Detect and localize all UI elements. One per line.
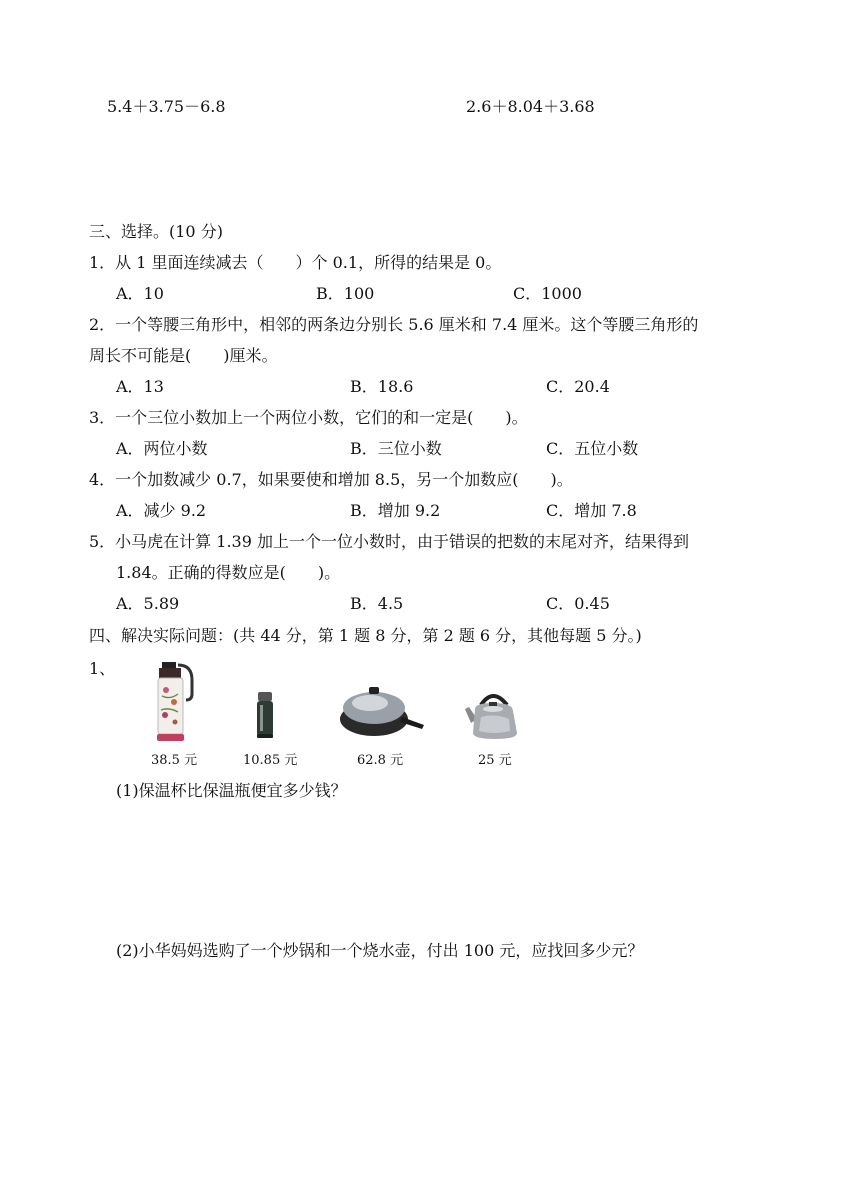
q2-option-c: C．20.4 (546, 377, 610, 396)
price-label-3: 62.8 元 (357, 753, 404, 768)
q4-option-a: A．减少 9.2 (116, 501, 207, 520)
question-4: 4．一个加数减少 0.7，如果要使和增加 8.5，另一个加数应( )。 (89, 470, 573, 489)
q3-option-b: B．三位小数 (350, 439, 442, 458)
q1-option-a: A．10 (116, 284, 164, 303)
q1-option-c: C．1000 (513, 284, 582, 303)
q3-option-a: A．两位小数 (116, 439, 208, 458)
thermos-flask-icon (148, 660, 198, 749)
wok-icon (338, 681, 426, 745)
q5-option-b: B．4.5 (350, 594, 404, 613)
question-2-line1: 2．一个等腰三角形中，相邻的两条边分别长 5.6 厘米和 7.4 厘米。这个等腰三角形的 (89, 315, 699, 334)
problem-1-label: 1、 (89, 659, 116, 678)
sub-question-1: (1)保温杯比保温瓶便宜多少钱？ (116, 781, 347, 800)
question-5-line1: 5．小马虎在计算 1.39 加上一个一位小数时，由于错误的把数的末尾对齐，结果得到 (89, 532, 689, 551)
section4-heading: 四、解决实际问题：(共 44 分，第 1 题 8 分，第 2 题 6 分，其他每题 5 分。) (89, 626, 642, 645)
insulated-cup-icon (254, 690, 276, 744)
price-label-1: 38.5 元 (151, 753, 198, 768)
question-2-line2: 周长不可能是( )厘米。 (89, 346, 278, 365)
sub-question-2: (2)小华妈妈选购了一个炒锅和一个烧水壶，付出 100 元，应找回多少元？ (116, 941, 644, 960)
question-1: 1．从 1 里面连续减去（ ）个 0.1，所得的结果是 0。 (89, 253, 502, 272)
section3-heading: 三、选择。(10 分) (89, 222, 223, 241)
price-label-4: 25 元 (478, 753, 512, 768)
q1-option-b: B．100 (316, 284, 375, 303)
expression-1: 5.4＋3.75－6.8 (107, 97, 226, 116)
q5-option-c: C．0.45 (546, 594, 610, 613)
q3-option-c: C．五位小数 (546, 439, 639, 458)
q2-option-b: B．18.6 (350, 377, 414, 396)
question-5-line2: 1.84。正确的得数应是( )。 (116, 563, 341, 582)
q4-option-c: C．增加 7.8 (546, 501, 637, 520)
kettle-icon (465, 687, 525, 745)
q2-option-a: A．13 (116, 377, 164, 396)
q5-option-a: A．5.89 (116, 594, 180, 613)
price-label-2: 10.85 元 (243, 753, 298, 768)
question-3: 3．一个三位小数加上一个两位小数，它们的和一定是( )。 (89, 408, 528, 427)
expression-2: 2.6＋8.04＋3.68 (466, 97, 595, 116)
q4-option-b: B．增加 9.2 (350, 501, 441, 520)
